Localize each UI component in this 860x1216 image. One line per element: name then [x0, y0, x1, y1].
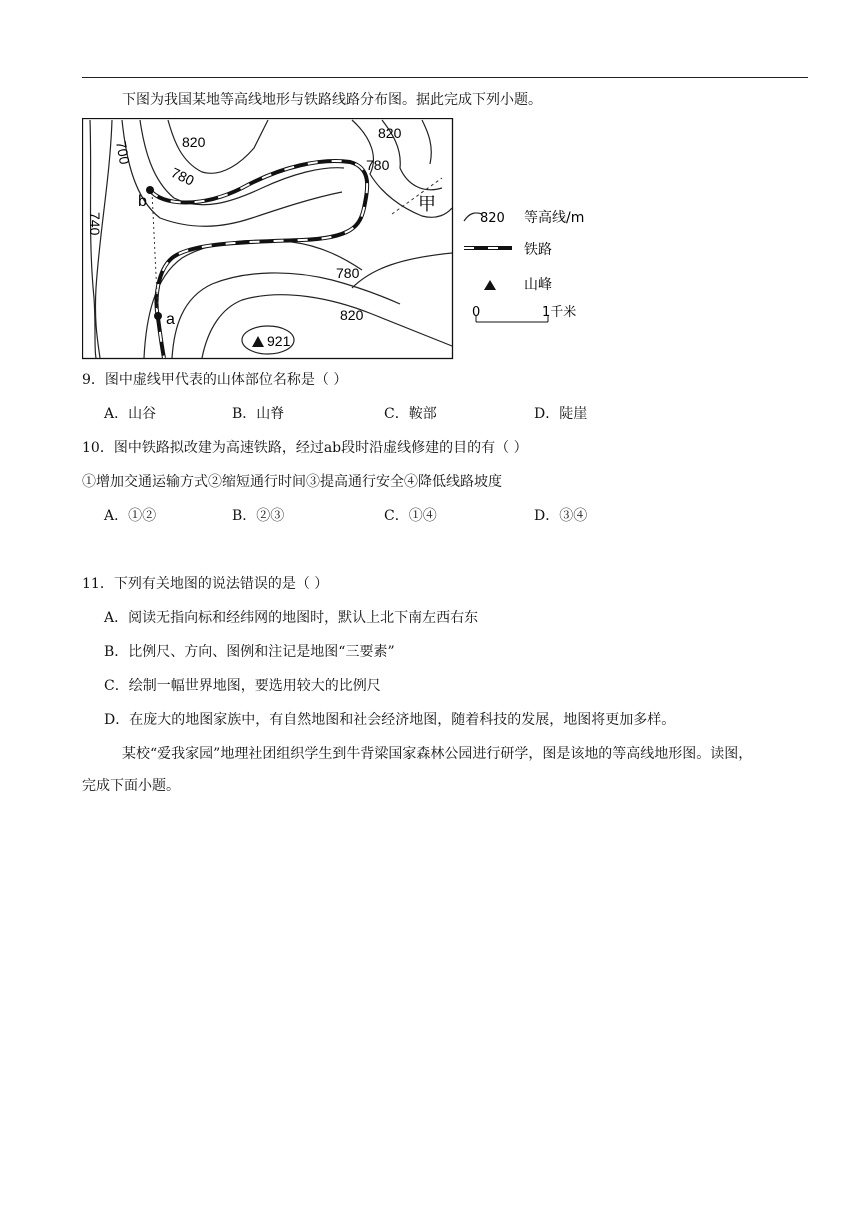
- legend-peak-icon: [484, 280, 496, 290]
- q9-option-d[interactable]: D．陡崖: [534, 406, 588, 422]
- scale-end: 1千米: [542, 305, 577, 320]
- peak-icon: [252, 336, 264, 347]
- map-frame: [83, 119, 453, 359]
- railway: [150, 161, 367, 358]
- contour-label-780-right: 780: [366, 157, 390, 173]
- point-a-dot: [154, 312, 162, 320]
- q10-sub: ①增加交通运输方式②缩短通行时间③提高通行安全④降低线路坡度: [82, 474, 502, 490]
- q9-option-b[interactable]: B．山脊: [232, 406, 285, 422]
- q11-option-a[interactable]: A．阅读无指向标和经纬网的地图时，默认上北下南左西右东: [104, 610, 479, 626]
- contour-label-820-right: 820: [378, 125, 402, 141]
- contour-map: [82, 118, 602, 362]
- contour-lines: [90, 120, 452, 358]
- intro2-line1: 某校“爱我家园”地理社团组织学生到牛背梁国家森林公园进行研学，图是该地的等高线地形图。读图，: [122, 746, 753, 762]
- q11-option-b[interactable]: B．比例尺、方向、图例和注记是地图“三要素”: [104, 644, 395, 660]
- point-a-label: a: [166, 311, 175, 328]
- q10-option-a[interactable]: A．①②: [104, 508, 157, 524]
- q10-option-c[interactable]: C．①④: [384, 508, 437, 524]
- q9-stem: 9．图中虚线甲代表的山体部位名称是（ ）: [82, 372, 348, 388]
- q9-option-a[interactable]: A．山谷: [104, 406, 157, 422]
- contour-label-820-top: 820: [182, 134, 206, 150]
- legend: [464, 209, 584, 322]
- q10-stem: 10．图中铁路拟改建为高速铁路，经过ab段时沿虚线修建的目的有（ ）: [82, 440, 528, 456]
- contour-label-780-bottom: 780: [336, 265, 360, 281]
- point-b-dot: [146, 186, 154, 194]
- peak-label: 921: [267, 333, 291, 349]
- intro-text: 下图为我国某地等高线地形与铁路线路分布图。据此完成下列小题。: [122, 92, 542, 108]
- contour-label-780-left: 780: [168, 164, 197, 189]
- q11-option-d[interactable]: D．在庞大的地图家族中，有自然地图和社会经济地图，随着科技的发展，地图将更加多样。: [104, 712, 676, 728]
- legend-peak-text: 山峰: [524, 277, 552, 293]
- scale-zero: 0: [472, 305, 481, 320]
- legend-contour-text: 等高线/m: [524, 210, 585, 226]
- intro2-line2: 完成下面小题。: [82, 778, 180, 794]
- q11-stem: 11．下列有关地图的说法错误的是（ ）: [82, 576, 329, 592]
- contour-label-740: 740: [87, 212, 103, 236]
- legend-contour-value: 820: [480, 211, 505, 226]
- q9-option-c[interactable]: C．鞍部: [384, 406, 437, 422]
- contour-label-820-bottom: 820: [340, 307, 364, 323]
- legend-railway-text: 铁路: [524, 242, 552, 258]
- jia-label: 甲: [418, 194, 436, 214]
- q11-option-c[interactable]: C．绘制一幅世界地图，要选用较大的比例尺: [104, 678, 381, 694]
- point-b-label: b: [138, 193, 147, 210]
- q10-option-d[interactable]: D．③④: [534, 508, 588, 524]
- contour-label-700: 700: [113, 139, 133, 166]
- header-rule: [82, 77, 808, 78]
- q10-option-b[interactable]: B．②③: [232, 508, 285, 524]
